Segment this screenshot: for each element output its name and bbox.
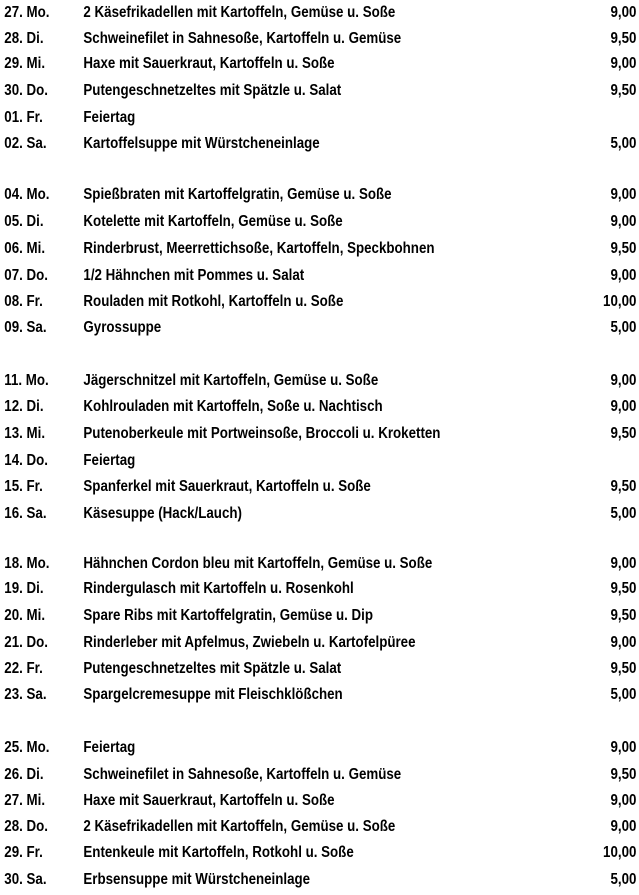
menu-price: 9,50 [610,30,637,47]
menu-dish: Hähnchen Cordon bleu mit Kartoffeln, Gemüse u. Soße [83,555,433,572]
menu-price: 9,50 [610,660,637,677]
menu-dish: 2 Käsefrikadellen mit Kartoffeln, Gemüse u. Soße [83,4,396,21]
menu-day: 16. Sa. [4,505,47,522]
menu-price: 5,00 [610,871,637,888]
menu-day: 30. Do. [4,82,49,99]
menu-row [0,211,637,233]
menu-row [0,291,637,313]
menu-dish: Rouladen mit Rotkohl, Kartoffeln u. Soße [83,293,344,310]
menu-row [0,764,637,786]
menu-price: 9,00 [610,372,637,389]
menu-price: 9,50 [610,82,637,99]
menu-dish: Rindergulasch mit Kartoffeln u. Rosenkohl [83,580,354,597]
menu-row [0,184,637,206]
menu-day: 27. Mo. [4,4,50,21]
menu-row [0,476,637,498]
menu-price: 5,00 [610,505,637,522]
menu-price: 9,00 [610,739,637,756]
menu-day: 28. Di. [4,30,44,47]
menu-row [0,53,637,75]
menu-dish: Käsesuppe (Hack/Lauch) [83,505,242,522]
menu-dish: Spießbraten mit Kartoffelgratin, Gemüse u. Soße [83,186,392,203]
menu-row [0,423,637,445]
menu-dish: Feiertag [83,452,136,469]
menu-row [0,658,637,680]
menu-price: 9,00 [610,55,637,72]
menu-dish: Schweinefilet in Sahnesoße, Kartoffeln u. Gemüse [83,30,402,47]
menu-day: 27. Mi. [4,792,46,809]
menu-price: 9,50 [610,607,637,624]
menu-price: 9,00 [610,213,637,230]
menu-dish: Entenkeule mit Kartoffeln, Rotkohl u. Soße [83,844,354,861]
menu-dish: Jägerschnitzel mit Kartoffeln, Gemüse u. Soße [83,372,379,389]
menu-day: 25. Mo. [4,739,50,756]
menu-dish: Erbsensuppe mit Würstcheneinlage [83,871,311,888]
menu-dish: Schweinefilet in Sahnesoße, Kartoffeln u. Gemüse [83,766,402,783]
menu-row [0,578,637,600]
menu-day: 26. Di. [4,766,44,783]
menu-price: 9,00 [610,634,637,651]
menu-price: 9,50 [610,240,637,257]
menu-row [0,605,637,627]
menu-price: 5,00 [610,135,637,152]
menu-dish: 1/2 Hähnchen mit Pommes u. Salat [83,267,305,284]
menu-day: 11. Mo. [4,372,49,389]
menu-day: 29. Fr. [4,844,43,861]
menu-day: 01. Fr. [4,109,43,126]
menu-row [0,238,637,260]
menu-row [0,265,637,287]
menu-dish: 2 Käsefrikadellen mit Kartoffeln, Gemüse u. Soße [83,818,396,835]
menu-price: 9,00 [610,186,637,203]
menu-row [0,133,637,155]
menu-dish: Feiertag [83,739,136,756]
menu-day: 30. Sa. [4,871,47,888]
menu-day: 23. Sa. [4,686,47,703]
menu-price: 9,50 [610,478,637,495]
menu-price: 10,00 [603,844,637,861]
menu-row [0,684,637,706]
menu-price: 9,00 [610,792,637,809]
menu-price: 9,00 [610,398,637,415]
menu-row [0,737,637,759]
menu-dish: Haxe mit Sauerkraut, Kartoffeln u. Soße [83,792,335,809]
menu-day: 22. Fr. [4,660,43,677]
menu-day: 05. Di. [4,213,44,230]
menu-dish: Spanferkel mit Sauerkraut, Kartoffeln u. Soße [83,478,371,495]
menu-dish: Spare Ribs mit Kartoffelgratin, Gemüse u. Dip [83,607,374,624]
menu-day: 09. Sa. [4,319,47,336]
menu-row [0,632,637,654]
menu-price: 9,00 [610,555,637,572]
menu-price: 10,00 [603,293,637,310]
menu-row [0,28,637,50]
menu-price: 9,50 [610,580,637,597]
menu-dish: Putenoberkeule mit Portweinsoße, Broccoli u. Kroketten [83,425,441,442]
menu-dish: Kohlrouladen mit Kartoffeln, Soße u. Nachtisch [83,398,383,415]
menu-dish: Rinderleber mit Apfelmus, Zwiebeln u. Kartofelpüree [83,634,416,651]
menu-row [0,790,637,812]
menu-dish: Putengeschnetzeltes mit Spätzle u. Salat [83,660,342,677]
menu-day: 21. Do. [4,634,49,651]
menu-price: 5,00 [610,319,637,336]
menu-dish: Spargelcremesuppe mit Fleischklößchen [83,686,343,703]
menu-day: 15. Fr. [4,478,43,495]
menu-dish: Rinderbrust, Meerrettichsoße, Kartoffeln, Speckbohnen [83,240,435,257]
menu-price: 9,00 [610,267,637,284]
menu-dish: Gyrossuppe [83,319,162,336]
menu-day: 06. Mi. [4,240,46,257]
menu-dish: Feiertag [83,109,136,126]
menu-dish: Putengeschnetzeltes mit Spätzle u. Salat [83,82,342,99]
menu-row [0,107,550,129]
menu-day: 07. Do. [4,267,49,284]
menu-day: 19. Di. [4,580,44,597]
menu-day: 20. Mi. [4,607,46,624]
menu-price: 5,00 [610,686,637,703]
menu-day: 04. Mo. [4,186,50,203]
menu-row [0,396,637,418]
menu-day: 02. Sa. [4,135,47,152]
menu-day: 18. Mo. [4,555,50,572]
menu-day: 28. Do. [4,818,49,835]
menu-row [0,503,637,525]
menu-row [0,842,637,864]
menu-price: 9,50 [610,425,637,442]
menu-dish: Kotelette mit Kartoffeln, Gemüse u. Soße [83,213,343,230]
menu-row [0,370,637,392]
menu-day: 13. Mi. [4,425,46,442]
menu-row [0,450,550,472]
menu-row [0,317,637,339]
menu-day: 29. Mi. [4,55,46,72]
menu-price: 9,50 [610,766,637,783]
menu-dish: Haxe mit Sauerkraut, Kartoffeln u. Soße [83,55,335,72]
menu-row [0,816,637,838]
menu-day: 14. Do. [4,452,49,469]
menu-price: 9,00 [610,818,637,835]
menu-row [0,80,637,102]
menu-dish: Kartoffelsuppe mit Würstcheneinlage [83,135,320,152]
menu-day: 12. Di. [4,398,44,415]
menu-row [0,553,637,575]
menu-price: 9,00 [610,4,637,21]
menu-row [0,869,637,891]
menu-day: 08. Fr. [4,293,43,310]
menu-row [0,2,637,24]
